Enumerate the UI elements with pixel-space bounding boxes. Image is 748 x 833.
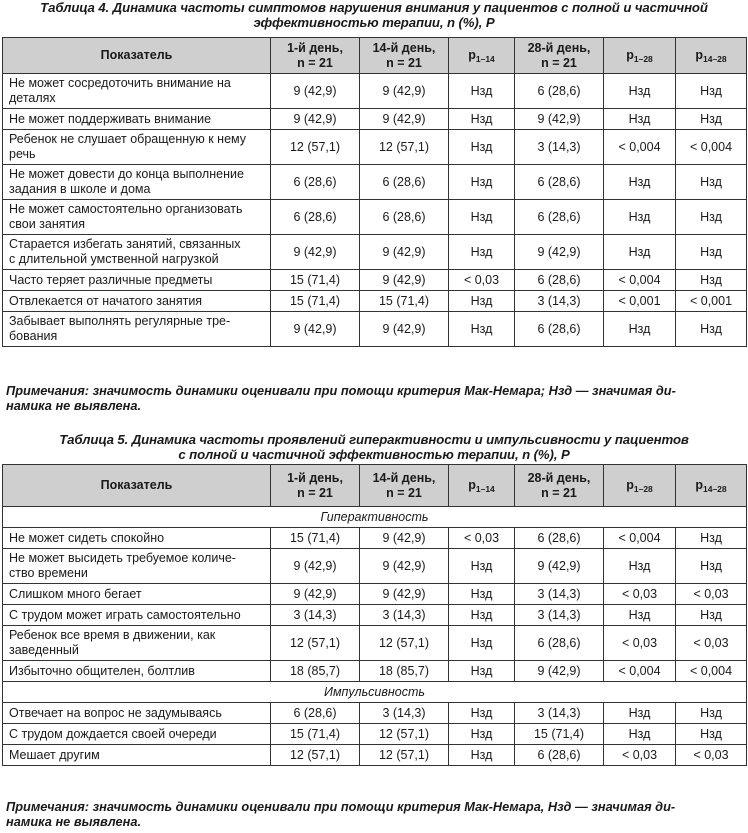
indicator-text: Часто теряет различные предметы (9, 272, 213, 287)
indicator-cell (3, 165, 271, 200)
header-subscript: 1–28 (633, 483, 653, 494)
indicator-text: С трудом дождается своей очереди (9, 726, 217, 741)
p14-28-cell: Нзд (676, 235, 747, 270)
day28-cell: 6 (28,6) (515, 626, 604, 661)
p1-14-cell: Нзд (449, 626, 515, 661)
day1-cell: 9 (42,9) (271, 312, 360, 347)
header-text: 14-й день, (372, 40, 436, 55)
day1-cell: 9 (42,9) (271, 549, 360, 584)
header-text: 14-й день, (372, 470, 436, 485)
day14-cell: 9 (42,9) (360, 584, 449, 605)
day14-cell: 12 (57,1) (360, 626, 449, 661)
day14-cell: 9 (42,9) (360, 549, 449, 584)
day28-cell: 3 (14,3) (515, 703, 604, 724)
p1-28-cell: < 0,03 (604, 584, 676, 605)
header-day14 (360, 38, 449, 74)
p1-14-cell: Нзд (449, 165, 515, 200)
header-text: p (468, 477, 476, 492)
header-day28 (515, 38, 604, 74)
p1-14-cell: Нзд (449, 312, 515, 347)
indicator-text: Не может поддерживать внимание (9, 111, 212, 126)
p14-28-cell: < 0,004 (676, 661, 747, 682)
p1-14-cell: Нзд (449, 74, 515, 109)
p14-28-cell: Нзд (676, 549, 747, 584)
p1-28-cell: Нзд (604, 703, 676, 724)
indicator-cell (3, 235, 271, 270)
indicator-text: Не может самостоятельно организовать (9, 202, 243, 216)
caption-line: Таблица 4. Динамика частоты симптомов нарушения внимания у пациентов с полной и частичной (40, 0, 708, 15)
header-subscript: 14–28 (703, 53, 727, 64)
table-row (3, 312, 747, 347)
p1-28-cell: < 0,004 (604, 130, 676, 165)
day14-cell: 18 (85,7) (360, 661, 449, 682)
indicator-text: Отвечает на вопрос не задумываясь (9, 705, 222, 720)
header-day28 (515, 465, 604, 507)
table-header-row (3, 465, 747, 507)
table-row (3, 528, 747, 549)
indicator-text: Старается избегать занятий, связанных (9, 237, 241, 251)
table5-body (3, 507, 747, 766)
day14-cell: 3 (14,3) (360, 703, 449, 724)
p14-28-cell: Нзд (676, 605, 747, 626)
p1-28-cell: Нзд (604, 235, 676, 270)
p1-14-cell: < 0,03 (449, 270, 515, 291)
p1-14-cell: Нзд (449, 235, 515, 270)
p1-28-cell: Нзд (604, 74, 676, 109)
table4-note (6, 383, 742, 413)
indicator-cell (3, 703, 271, 724)
day28-cell: 3 (14,3) (515, 584, 604, 605)
indicator-cell (3, 270, 271, 291)
table5-caption (0, 432, 748, 462)
header-subscript: 1–14 (475, 483, 495, 494)
day28-cell: 15 (71,4) (515, 724, 604, 745)
day28-cell: 9 (42,9) (515, 661, 604, 682)
header-text: n = 21 (297, 55, 333, 70)
p1-28-cell: Нзд (604, 200, 676, 235)
table-row (3, 165, 747, 200)
table-row (3, 724, 747, 745)
p1-14-cell: Нзд (449, 200, 515, 235)
header-text: n = 21 (541, 485, 577, 500)
day28-cell: 6 (28,6) (515, 74, 604, 109)
indicator-text: Не может довести до конца выполнение (9, 167, 244, 181)
table-row (3, 270, 747, 291)
table-row (3, 109, 747, 130)
day28-cell: 3 (14,3) (515, 605, 604, 626)
table-row (3, 235, 747, 270)
header-text: 1-й день, (287, 40, 343, 55)
header-text: p (468, 47, 476, 62)
header-text: n = 21 (297, 485, 333, 500)
day28-cell: 6 (28,6) (515, 165, 604, 200)
table4-body (3, 74, 747, 347)
p1-28-cell: < 0,004 (604, 528, 676, 549)
p1-28-cell: Нзд (604, 165, 676, 200)
p1-28-cell: Нзд (604, 549, 676, 584)
day1-cell: 15 (71,4) (271, 724, 360, 745)
day14-cell: 12 (57,1) (360, 724, 449, 745)
header-text: p (626, 477, 634, 492)
indicator-cell (3, 745, 271, 766)
day1-cell: 9 (42,9) (271, 584, 360, 605)
table-row (3, 291, 747, 312)
p14-28-cell: Нзд (676, 109, 747, 130)
header-text: n = 21 (386, 55, 422, 70)
caption-line: Таблица 5. Динамика частоты проявлений гиперактивности и импульсивности у пациентов (59, 432, 689, 447)
note-line: намика не выявлена. (6, 814, 142, 829)
indicator-text: бования (9, 329, 58, 343)
header-day14 (360, 465, 449, 507)
indicator-text: деталях (9, 91, 56, 105)
indicator-text: речь (9, 147, 36, 161)
table-row (3, 626, 747, 661)
table-row (3, 200, 747, 235)
p1-28-cell: < 0,001 (604, 291, 676, 312)
p14-28-cell: Нзд (676, 165, 747, 200)
p14-28-cell: < 0,001 (676, 291, 747, 312)
p14-28-cell: Нзд (676, 703, 747, 724)
section-heading: Гиперактивность (3, 507, 747, 528)
p1-28-cell: Нзд (604, 724, 676, 745)
p14-28-cell: Нзд (676, 312, 747, 347)
day14-cell: 12 (57,1) (360, 745, 449, 766)
p1-14-cell: Нзд (449, 584, 515, 605)
day28-cell: 9 (42,9) (515, 109, 604, 130)
p14-28-cell: < 0,03 (676, 626, 747, 661)
day14-cell: 9 (42,9) (360, 235, 449, 270)
header-subscript: 14–28 (703, 483, 727, 494)
day14-cell: 12 (57,1) (360, 130, 449, 165)
p1-28-cell: < 0,03 (604, 626, 676, 661)
p1-28-cell: Нзд (604, 312, 676, 347)
note-line: Примечания: значимость динамики оценивали при помощи критерия Мак-Немара, Нзд — значимая ди- (6, 799, 676, 814)
day1-cell: 6 (28,6) (271, 703, 360, 724)
indicator-text: с длительной умственной нагрузкой (9, 252, 219, 266)
p14-28-cell: Нзд (676, 724, 747, 745)
indicator-text: Забывает выполнять регулярные тре- (9, 314, 231, 328)
indicator-text: задания в школе и дома (9, 182, 151, 196)
day1-cell: 9 (42,9) (271, 74, 360, 109)
header-text: 28-й день, (527, 40, 591, 55)
day1-cell: 12 (57,1) (271, 745, 360, 766)
indicator-cell (3, 549, 271, 584)
table-row (3, 605, 747, 626)
day14-cell: 9 (42,9) (360, 528, 449, 549)
table-row (3, 745, 747, 766)
header-text: n = 21 (386, 485, 422, 500)
p14-28-cell: Нзд (676, 528, 747, 549)
day14-cell: 9 (42,9) (360, 74, 449, 109)
table4 (2, 37, 747, 347)
p14-28-cell: Нзд (676, 200, 747, 235)
day1-cell: 9 (42,9) (271, 109, 360, 130)
p1-28-cell: Нзд (604, 109, 676, 130)
day1-cell: 6 (28,6) (271, 165, 360, 200)
header-p1-14 (449, 465, 515, 507)
header-subscript: 1–28 (633, 53, 653, 64)
p1-14-cell: Нзд (449, 130, 515, 165)
day14-cell: 6 (28,6) (360, 165, 449, 200)
header-text: 1-й день, (287, 470, 343, 485)
day28-cell: 9 (42,9) (515, 235, 604, 270)
p1-14-cell: Нзд (449, 703, 515, 724)
indicator-text: Мешает другим (9, 747, 100, 762)
day28-cell: 6 (28,6) (515, 312, 604, 347)
table4-caption (0, 0, 748, 30)
header-p14-28 (676, 465, 747, 507)
caption-line: эффективностью терапии, n (%), P (253, 15, 495, 30)
p14-28-cell: Нзд (676, 270, 747, 291)
day28-cell: 3 (14,3) (515, 291, 604, 312)
p14-28-cell: Нзд (676, 74, 747, 109)
note-line: Примечания: значимость динамики оценивали при помощи критерия Мак-Немара; Нзд — значимая ди- (6, 383, 676, 398)
indicator-text: Не может сидеть спокойно (9, 530, 165, 545)
indicator-text: ство времени (9, 566, 88, 580)
indicator-cell (3, 661, 271, 682)
day14-cell: 9 (42,9) (360, 109, 449, 130)
table-row (3, 130, 747, 165)
day1-cell: 12 (57,1) (271, 626, 360, 661)
caption-line: с полной и частичной эффективностью терапии, n (%), P (178, 447, 570, 462)
indicator-text: заведенный (9, 643, 79, 657)
indicator-text: Избыточно общителен, болтлив (9, 663, 195, 678)
indicator-text: Слишком много бегает (9, 586, 142, 601)
day1-cell: 15 (71,4) (271, 528, 360, 549)
header-day1 (271, 465, 360, 507)
header-p1-14 (449, 38, 515, 74)
day28-cell: 3 (14,3) (515, 130, 604, 165)
p1-14-cell: Нзд (449, 605, 515, 626)
p1-14-cell: Нзд (449, 549, 515, 584)
note-line: намика не выявлена. (6, 398, 142, 413)
table-row (3, 549, 747, 584)
p1-14-cell: < 0,03 (449, 528, 515, 549)
indicator-text: свои занятия (9, 217, 85, 231)
day1-cell: 15 (71,4) (271, 270, 360, 291)
day28-cell: 6 (28,6) (515, 528, 604, 549)
p1-28-cell: Нзд (604, 605, 676, 626)
header-text: p (695, 477, 703, 492)
indicator-text: Отвлекается от начатого занятия (9, 293, 203, 308)
section-row (3, 507, 747, 528)
header-p1-28 (604, 38, 676, 74)
header-p14-28 (676, 38, 747, 74)
header-day1 (271, 38, 360, 74)
header-text: n = 21 (541, 55, 577, 70)
indicator-cell (3, 626, 271, 661)
p1-28-cell: < 0,004 (604, 270, 676, 291)
section-heading: Импульсивность (3, 682, 747, 703)
indicator-cell (3, 312, 271, 347)
table-header-row (3, 38, 747, 74)
day28-cell: 6 (28,6) (515, 270, 604, 291)
header-text: p (626, 47, 634, 62)
day14-cell: 6 (28,6) (360, 200, 449, 235)
day14-cell: 9 (42,9) (360, 312, 449, 347)
header-p1-28 (604, 465, 676, 507)
indicator-cell (3, 200, 271, 235)
indicator-cell (3, 291, 271, 312)
indicator-cell (3, 109, 271, 130)
day1-cell: 12 (57,1) (271, 130, 360, 165)
table-row (3, 584, 747, 605)
day14-cell: 3 (14,3) (360, 605, 449, 626)
p1-14-cell: Нзд (449, 724, 515, 745)
p1-14-cell: Нзд (449, 109, 515, 130)
indicator-cell (3, 74, 271, 109)
section-row (3, 682, 747, 703)
indicator-text: Не может высидеть требуемое количе- (9, 551, 236, 565)
indicator-cell (3, 528, 271, 549)
indicator-cell (3, 724, 271, 745)
p1-14-cell: Нзд (449, 291, 515, 312)
day1-cell: 18 (85,7) (271, 661, 360, 682)
table-row (3, 74, 747, 109)
header-indicator: Показатель (3, 465, 271, 507)
p14-28-cell: < 0,03 (676, 745, 747, 766)
indicator-text: Ребенок не слушает обращенную к нему (9, 132, 246, 146)
p1-28-cell: < 0,004 (604, 661, 676, 682)
day14-cell: 15 (71,4) (360, 291, 449, 312)
indicator-cell (3, 584, 271, 605)
table5-note (6, 799, 742, 829)
p14-28-cell: < 0,004 (676, 130, 747, 165)
indicator-text: Не может сосредоточить внимание на (9, 76, 231, 90)
day28-cell: 9 (42,9) (515, 549, 604, 584)
indicator-cell (3, 130, 271, 165)
p1-14-cell: Нзд (449, 661, 515, 682)
header-text: p (695, 47, 703, 62)
day1-cell: 6 (28,6) (271, 200, 360, 235)
indicator-text: Ребенок все время в движении, как (9, 628, 216, 642)
day28-cell: 6 (28,6) (515, 745, 604, 766)
p14-28-cell: < 0,03 (676, 584, 747, 605)
indicator-text: С трудом может играть самостоятельно (9, 607, 241, 622)
day1-cell: 9 (42,9) (271, 235, 360, 270)
header-indicator: Показатель (3, 38, 271, 74)
table-row (3, 661, 747, 682)
table-row (3, 703, 747, 724)
p1-14-cell: Нзд (449, 745, 515, 766)
day1-cell: 3 (14,3) (271, 605, 360, 626)
header-subscript: 1–14 (475, 53, 495, 64)
header-text: 28-й день, (527, 470, 591, 485)
day14-cell: 9 (42,9) (360, 270, 449, 291)
indicator-cell (3, 605, 271, 626)
table5 (2, 464, 747, 766)
day28-cell: 6 (28,6) (515, 200, 604, 235)
p1-28-cell: < 0,03 (604, 745, 676, 766)
day1-cell: 15 (71,4) (271, 291, 360, 312)
